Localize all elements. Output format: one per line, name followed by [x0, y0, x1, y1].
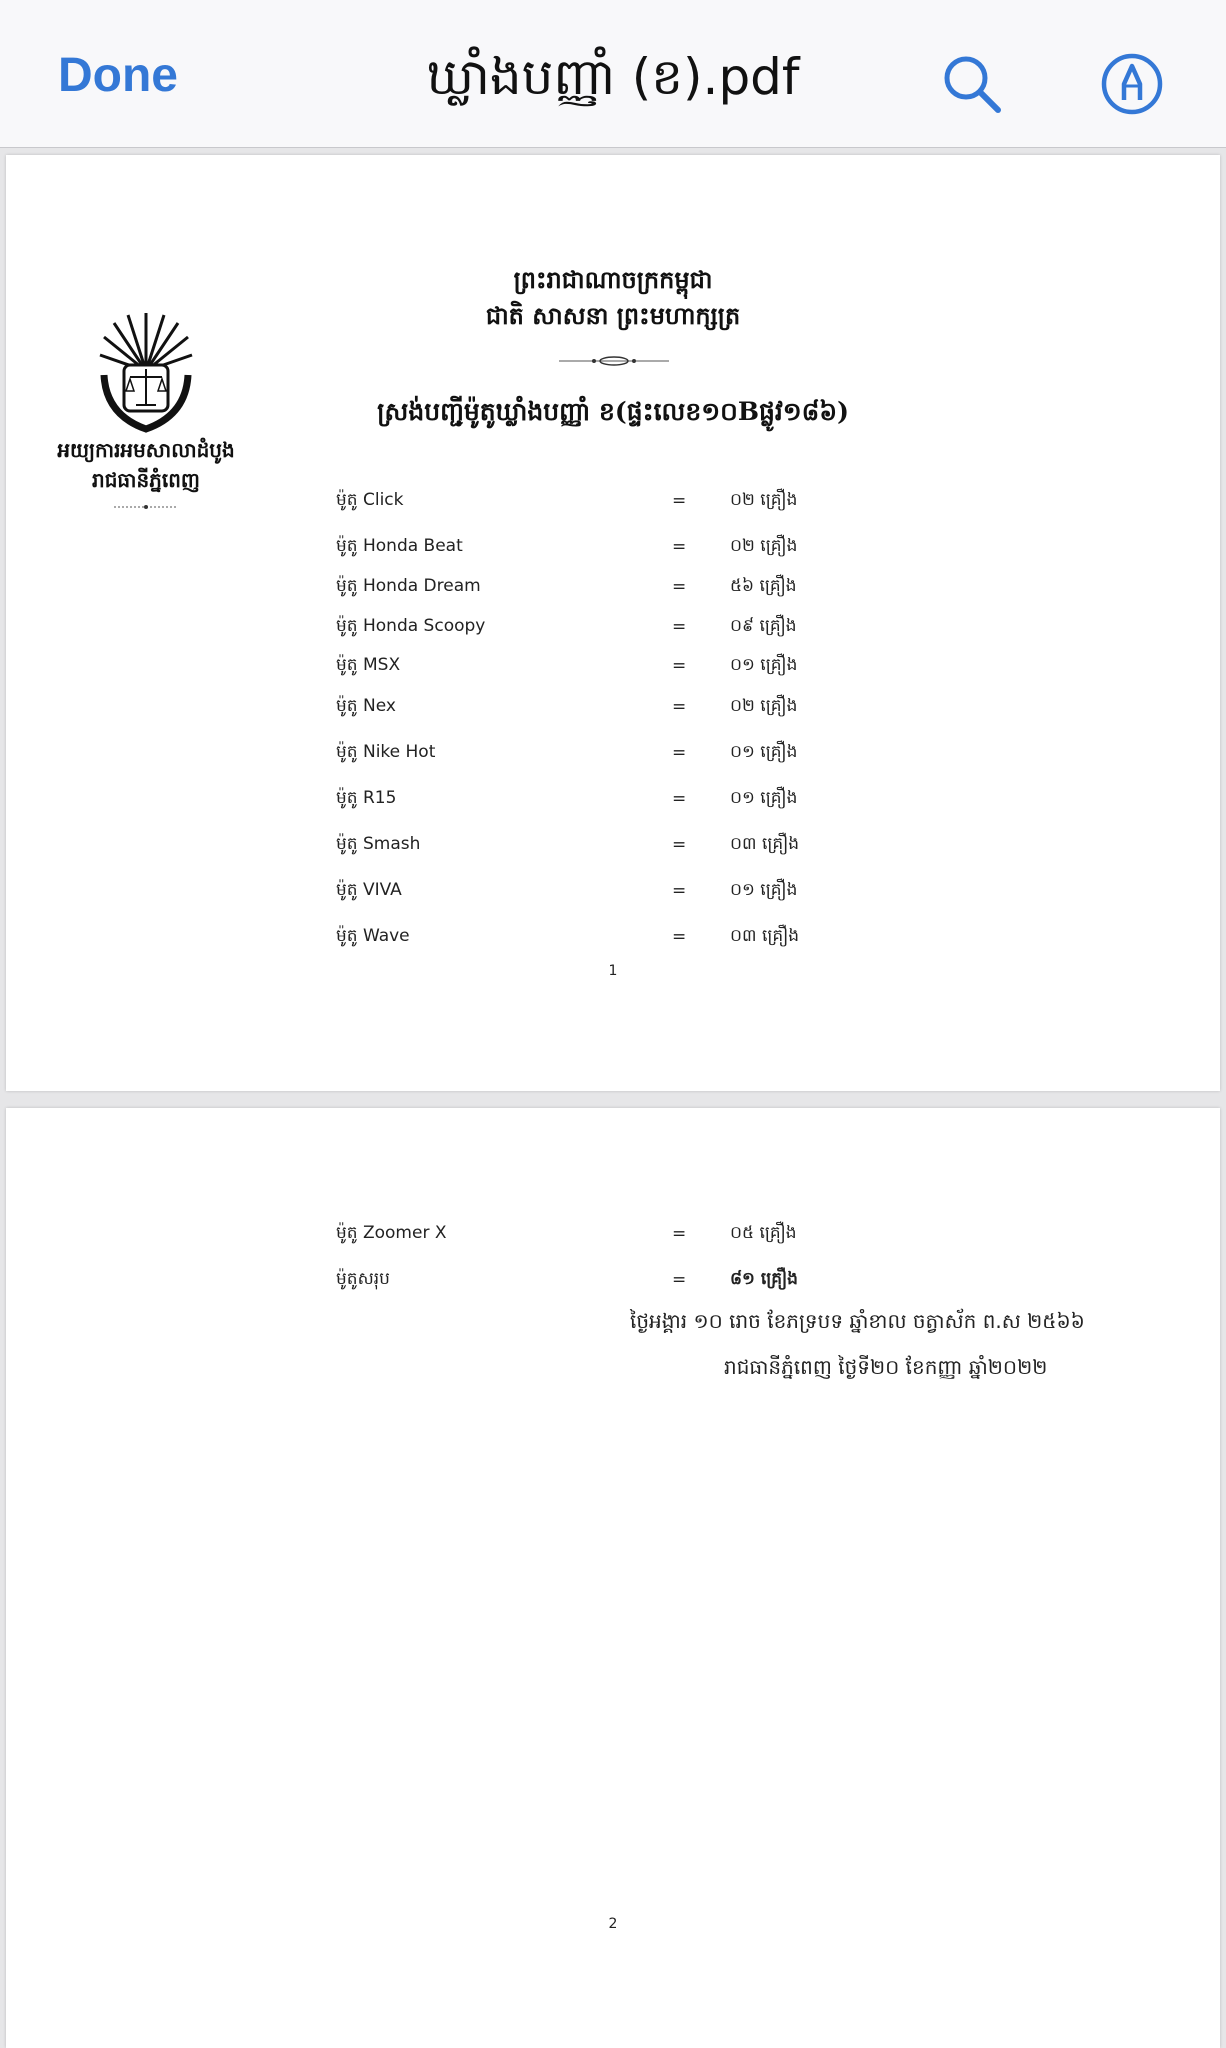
item-row: [336, 1222, 836, 1252]
item-row: [336, 741, 836, 771]
item-row: [336, 879, 836, 909]
item-name: ម៉ូតូ MSX: [336, 655, 401, 675]
item-name: ម៉ូតូ Nike Hot: [336, 742, 436, 762]
item-name: ម៉ូតូ Honda Dream: [336, 576, 481, 596]
lunar-date: ថ្ងៃអង្គារ ១០ រោច ខែភទ្របទ ឆ្នាំខាល ចត្វាស័ក ព.ស ២៥៦៦: [630, 1309, 1085, 1333]
total-row: [336, 1268, 836, 1298]
item-row: [336, 535, 836, 565]
item-name: ម៉ូតូ Nex: [336, 696, 396, 716]
document-title: ស្រង់បញ្ជីម៉ូតូឃ្លាំងបញ្ញាំ ខ(ផ្ទះលេខ១០Bផ្លូវ១៨៦): [377, 397, 849, 426]
total-label: ម៉ូតូសរុប: [336, 1269, 390, 1289]
item-equals: =: [672, 617, 687, 637]
item-quantity: ០៣ គ្រឿង: [730, 926, 800, 946]
item-quantity: ០១ គ្រឿង: [730, 880, 798, 900]
item-quantity: ០១ គ្រឿង: [730, 788, 798, 808]
item-quantity: ០៥ គ្រឿង: [730, 1223, 797, 1243]
court-name-line1: អយ្យការអមសាលាដំបូង: [57, 438, 235, 462]
item-row: [336, 489, 836, 519]
markup-pen-icon[interactable]: [1100, 52, 1164, 116]
kingdom-heading: ព្រះរាជាណាចក្រកម្ពុជា: [513, 265, 713, 294]
item-row: [336, 925, 836, 955]
item-row: [336, 787, 836, 817]
item-equals: =: [672, 577, 687, 597]
item-equals: =: [672, 881, 687, 901]
item-quantity: ០១ គ្រឿង: [730, 742, 798, 762]
item-row: [336, 615, 836, 645]
item-quantity: ០១ គ្រឿង: [730, 655, 798, 675]
item-name: ម៉ូតូ Honda Beat: [336, 536, 463, 556]
item-row: [336, 833, 836, 863]
item-equals: =: [672, 789, 687, 809]
item-equals: =: [672, 743, 687, 763]
court-name-line2: រាជធានីភ្នំពេញ: [92, 468, 200, 492]
done-button[interactable]: Done: [58, 49, 178, 102]
item-equals: =: [672, 1270, 687, 1290]
item-equals: =: [672, 1224, 687, 1244]
file-title: ឃ្លាំងបញ្ញាំ (ខ).pdf: [426, 48, 800, 106]
item-quantity: ០២ គ្រឿង: [730, 490, 798, 510]
item-equals: =: [672, 927, 687, 947]
item-name: ម៉ូតូ Zoomer X: [336, 1223, 447, 1243]
item-name: ម៉ូតូ VIVA: [336, 880, 402, 900]
flourish-divider: [559, 355, 669, 367]
item-equals: =: [672, 537, 687, 557]
item-name: ម៉ូតូ Click: [336, 490, 404, 510]
total-quantity: ៨១ គ្រឿង: [730, 1269, 798, 1289]
item-name: ម៉ូតូ Smash: [336, 834, 421, 854]
item-equals: =: [672, 697, 687, 717]
item-equals: =: [672, 491, 687, 511]
item-row: [336, 654, 836, 684]
page-number: 1: [608, 963, 618, 979]
item-quantity: ០៣ គ្រឿង: [730, 834, 800, 854]
item-row: [336, 695, 836, 725]
item-quantity: ០៩ គ្រឿង: [730, 616, 797, 636]
item-row: [336, 575, 836, 605]
pdf-page-2: [6, 1108, 1220, 2048]
item-quantity: ០២ គ្រឿង: [730, 536, 798, 556]
navigation-bar: [0, 0, 1226, 148]
national-motto: ជាតិ សាសនា ព្រះមហាក្សត្រ: [485, 301, 741, 330]
search-icon[interactable]: [940, 52, 1004, 116]
pdf-page-1: [6, 155, 1220, 1091]
item-equals: =: [672, 835, 687, 855]
item-name: ម៉ូតូ R15: [336, 788, 397, 808]
court-divider: [114, 504, 178, 510]
item-quantity: ០២ គ្រឿង: [730, 696, 798, 716]
item-name: ម៉ូតូ Honda Scoopy: [336, 616, 486, 636]
item-name: ម៉ូតូ Wave: [336, 926, 410, 946]
item-equals: =: [672, 656, 687, 676]
solar-date: រាជធានីភ្នំពេញ ថ្ងៃទី២០ ខែកញ្ញា ឆ្នាំ២០២២: [724, 1355, 1048, 1379]
item-quantity: ៥៦ គ្រឿង: [730, 576, 797, 596]
page-number: 2: [608, 1916, 618, 1932]
